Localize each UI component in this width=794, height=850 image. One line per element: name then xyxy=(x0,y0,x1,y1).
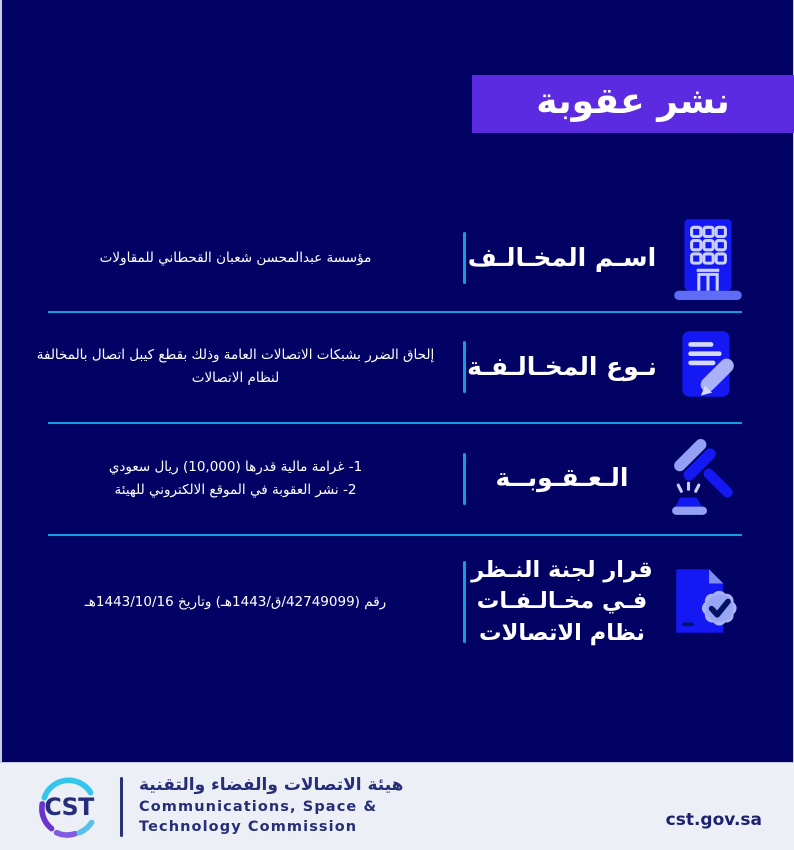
title-banner xyxy=(472,75,794,133)
decision-label-line3: نظام الاتصالات xyxy=(478,619,646,646)
org-name-english-line1: Communications, Space & xyxy=(139,799,378,816)
row-violator-name xyxy=(0,205,794,311)
row-label: الـعـقـوبــة xyxy=(495,463,629,493)
building-icon xyxy=(668,215,748,301)
row-committee-decision xyxy=(0,535,794,669)
footer xyxy=(0,762,794,850)
violation-type-text xyxy=(0,344,463,390)
svg-text:CST: CST xyxy=(44,792,94,821)
icon-cell xyxy=(658,561,758,643)
violator-name-text: مؤسسة عبدالمحسن شعبان القحطاني للمقاولات xyxy=(99,249,372,266)
penalty-text xyxy=(0,456,463,502)
website-url: cst.gov.sa xyxy=(665,809,762,830)
decision-check-icon xyxy=(666,561,750,643)
row-penalty xyxy=(0,423,794,534)
row-label: نـوع المخـالـفـة xyxy=(467,351,657,381)
penalty-line1: 1- غرامة مالية قدرها (10,000) ريال سعودي xyxy=(108,458,363,475)
org-name-english-line2: Technology Commission xyxy=(139,819,358,835)
gavel-icon xyxy=(667,438,749,520)
row-label: اسـم المخـالـف xyxy=(467,242,657,272)
row-label xyxy=(466,555,658,648)
decision-label-line1: قرار لجنة النـظر xyxy=(471,557,653,584)
icon-cell xyxy=(658,325,758,409)
vertical-divider xyxy=(463,453,466,505)
vertical-divider xyxy=(463,341,466,393)
vertical-divider xyxy=(463,561,466,643)
icon-cell xyxy=(658,438,758,520)
organization-name xyxy=(139,775,403,837)
document-pen-icon xyxy=(672,325,744,409)
vertical-divider xyxy=(463,232,466,284)
cst-logo xyxy=(32,771,104,843)
logo-divider xyxy=(120,777,123,837)
row-violation-type xyxy=(0,312,794,422)
icon-cell xyxy=(658,215,758,301)
org-name-arabic: هيئة الاتصالات والفضاء والتقنية xyxy=(139,775,404,796)
decision-label-line2: فـي مخـالـفـات xyxy=(476,588,648,615)
decision-number-text: رقم (42749099/ق/1443هـ) وتاريخ 1443/10/16هـ xyxy=(84,593,387,610)
violation-type-line1: إلحاق الضرر بشبكات الاتصالات العامة وذلك بقطع كيبل اتصال بالمخالفة xyxy=(36,347,435,364)
page-title: نشر عقوبة xyxy=(536,80,730,122)
penalty-line2: 2- نشر العقوبة في الموقع الالكتروني للهيئة xyxy=(114,481,357,498)
violation-type-line2: لنظام الاتصالات xyxy=(191,370,280,386)
